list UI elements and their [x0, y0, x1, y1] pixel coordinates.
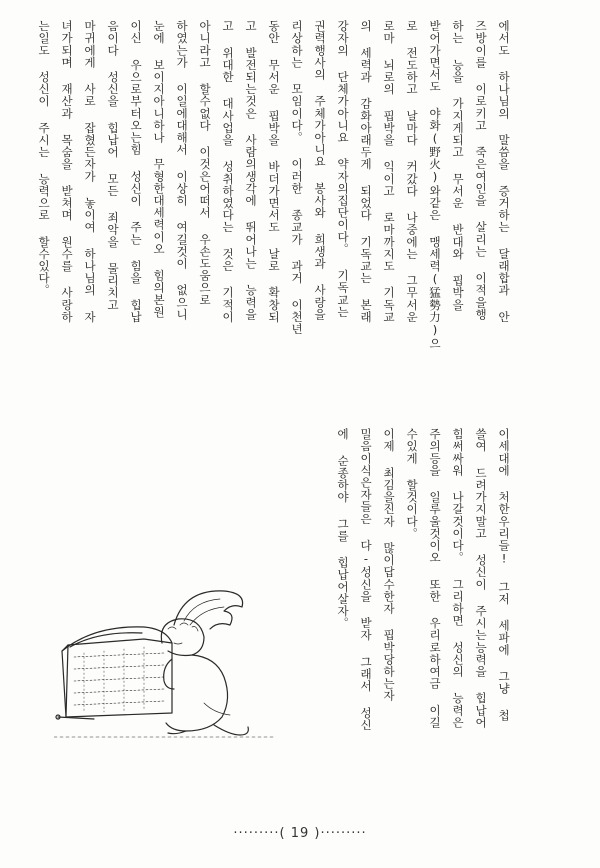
text-column: 힘써싸워 나갈것이다。 그리하면 성신의 능력은 [451, 428, 465, 729]
text-column: 밀음이식은자들은 다-성신을 받자 그래서 성신 [359, 428, 373, 731]
cherub-with-chest-illustration [54, 585, 280, 745]
text-column: 이신 우으로부터오는힘 성신이 주는 힘을 힙납 [129, 20, 143, 323]
text-column: 음이다 성신을 힙납어 모든 죄악을 물리치고 [106, 20, 120, 311]
text-column: 로마 뇌로의 핍박을 익이고 로마까지도 기독교 [382, 20, 396, 323]
text-column: 마귀에게 사로 잡혔든자가 놓이여 하나님의 자 [83, 20, 97, 323]
text-column: 아니라고 할수없다 이것은어떠서 우손도움으로 [198, 20, 212, 306]
text-column: 리상하는 모임이다。 이러한 종교가 과거 이천년 [290, 20, 304, 335]
text-column: 받어가면서도 야화(野火)와같은 맹세력(猛勢力)으 [428, 20, 442, 350]
page-number-value: 19 [290, 826, 310, 841]
text-column: 고 위대한 대사업을 성취하였다는 것은 기적이 [221, 20, 235, 323]
text-column: 에 순종하야 그를 힙납어살자。 [336, 428, 350, 630]
page-number [0, 826, 600, 841]
text-column: 의 세력과 감화아래두게 되었다 기독교는 본래 [359, 20, 373, 323]
text-column: 동안 무서운 핍박을 바더가면서도 날로 확창되 [267, 20, 281, 323]
text-column: 하는 능을 가지게되고 무서운 반대와 핍박을 [451, 20, 465, 311]
text-column: 눈에 보이지아니하나 무형한대세력이오 힘의본원 [152, 20, 166, 318]
text-column: 수있게 할것이다。 [405, 428, 419, 540]
text-column: 권력행사의 주체가아니요 봉사와 희생과 사랑을 [313, 20, 327, 321]
text-column: 강자의 단체가아니요 약자의집단이다。 기독교는 [336, 20, 350, 318]
text-column: 는일도 성신이 주시는 능력으로 할수있다。 [37, 20, 51, 297]
page-number-left-dots: ·········( [233, 826, 286, 841]
text-column: 하였는가 이일에대해서 이상히 여길것이 없으니 [175, 20, 189, 321]
text-column: 고 발전되는것은 사람의생각에 뛰어나는 능력을 [244, 20, 258, 321]
text-column: 즈방이를 이로키고 죽은여인을 살리는 이적을행 [474, 20, 488, 321]
text-column: 쓸여 드려가지말고 성신이 주시는능력을 힙납어 [474, 428, 488, 729]
text-column: 녀가되며 재산과 목숨을 받쳐며 원수를 사랑하 [60, 20, 74, 323]
text-column: 이제 최김을진자 많이답수한자 핍박당하는자 [382, 428, 396, 702]
text-column: 에서도 하나님의 말씀을 증거하는 달래합과 안 [497, 20, 511, 323]
text-column: 주의등을 일루울것이오 또한 우리로하여금 이길 [428, 428, 442, 729]
text-column: 이세대에 처한우리들! 그저 세파에 그냥 첩 [497, 428, 511, 722]
page-number-right-dots: )········· [314, 826, 367, 841]
text-column: 로 전도하고 날마다 커갔다 나중에는 그무서운 [405, 20, 419, 323]
